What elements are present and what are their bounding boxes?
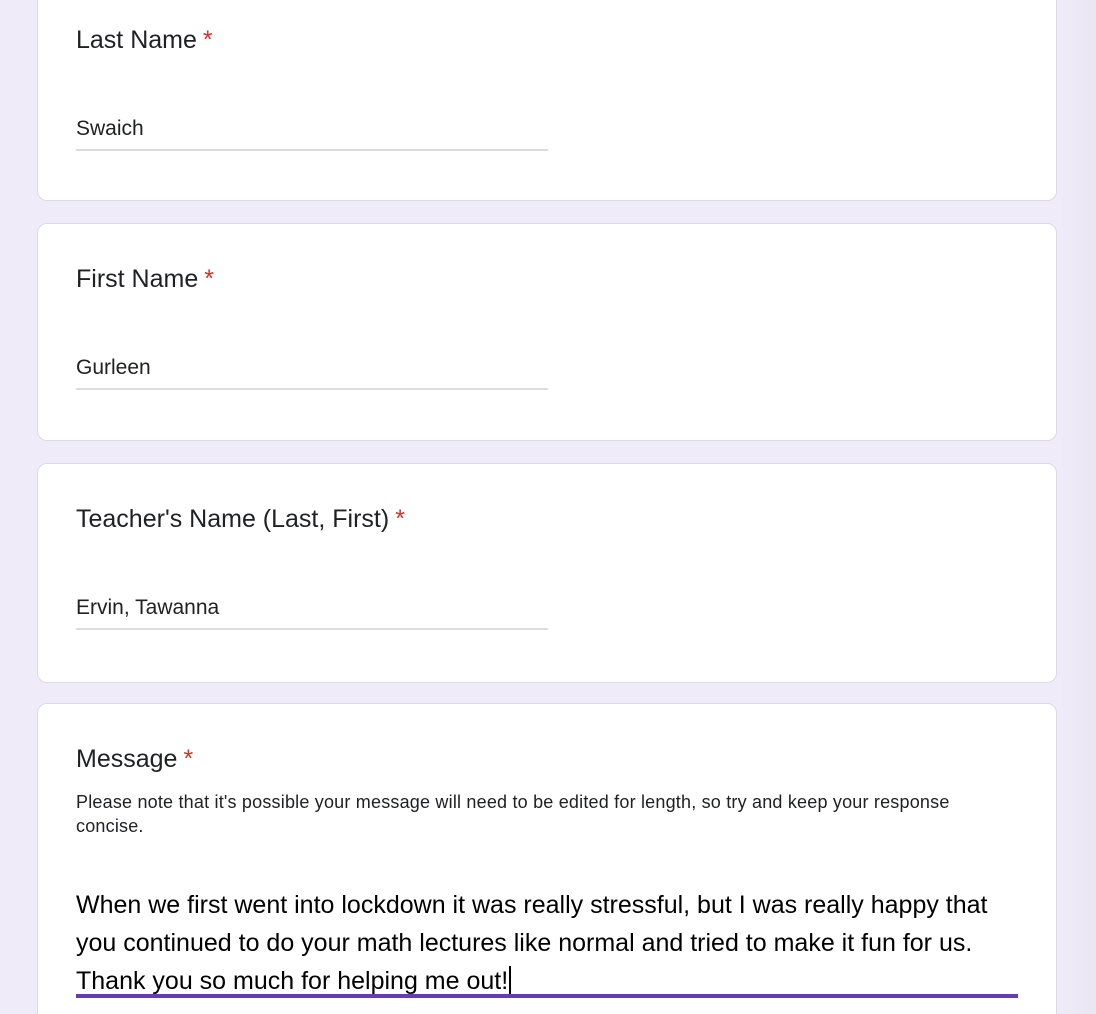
- question-label: Teacher's Name (Last, First): [76, 505, 390, 533]
- question-title-teacher-name: [76, 504, 405, 534]
- message-textarea[interactable]: [76, 884, 1018, 998]
- question-label: Last Name: [76, 26, 197, 54]
- text-cursor: [509, 966, 511, 994]
- question-card-teacher-name: [37, 463, 1057, 683]
- last-name-input[interactable]: [76, 115, 548, 151]
- scroll-edge-shadow: [1060, 0, 1096, 1014]
- question-title-last-name: [76, 25, 213, 55]
- question-title-message: [76, 744, 193, 774]
- required-asterisk: *: [202, 26, 213, 54]
- question-label: Message: [76, 745, 178, 773]
- question-card-message: [37, 703, 1057, 1014]
- message-text-content: [76, 886, 1018, 1000]
- teacher-name-value: Ervin, Tawanna: [76, 596, 220, 619]
- message-value: When we first went into lockdown it was really stressful, but I was really happy that you continued to do your math lectures like normal and tried to make it fun for us. Thank you so much for helping me out!: [76, 891, 988, 995]
- question-card-last-name: [37, 0, 1057, 201]
- required-asterisk: *: [395, 505, 405, 533]
- question-card-first-name: [37, 223, 1057, 441]
- first-name-value: Gurleen: [76, 356, 151, 379]
- required-asterisk: *: [183, 745, 194, 773]
- required-asterisk: *: [204, 265, 214, 293]
- last-name-value: Swaich: [76, 117, 144, 140]
- message-helper-text: Please note that it's possible your message will need to be edited for length, so try and keep your response concise.: [76, 792, 950, 836]
- question-title-first-name: [76, 264, 214, 294]
- question-label: First Name: [76, 265, 199, 293]
- first-name-input[interactable]: [76, 354, 548, 390]
- teacher-name-input[interactable]: [76, 594, 548, 630]
